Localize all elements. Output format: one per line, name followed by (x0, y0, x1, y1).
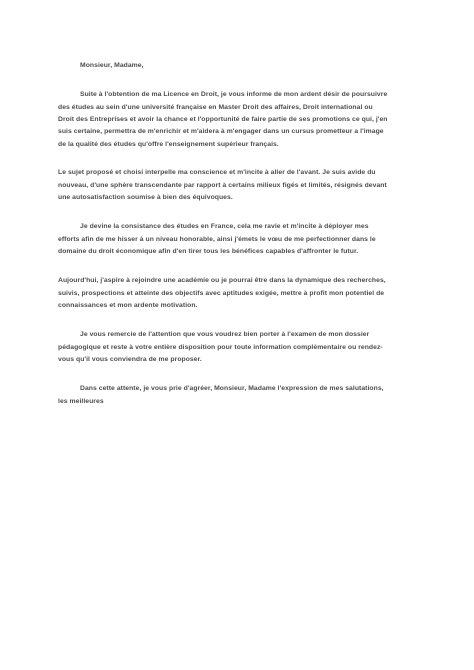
paragraph-4-line-1: Aujourd'hui, j'aspire à rejoindre une académie ou je pourrai être dans la dynamique des recherches, (58, 277, 386, 284)
paragraph-5-line-3: vous qu'il vous conviendra de me proposer. (58, 356, 202, 363)
paragraph-1-line-4: suis certaine, permettra de m'enrichir et m'aidera à m'engager dans un cursus prometteur a l'image (58, 128, 384, 135)
paragraph-3-line-2: efforts afin de me hisser à un niveau honorable, ainsi j'émets le vœu de me perfectionner dans le (58, 236, 376, 243)
paragraph-6-line-1: Dans cette attente, je vous prie d'agréer, Monsieur, Madame l'expression de mes salutations, (80, 385, 384, 392)
paragraph-2-line-3: une autosatisfaction soumise à bien des équivoques. (58, 194, 233, 201)
paragraph-1-line-3: Droit des Entreprises et avoir la chance et l'opportunité de faire partie de ses promotions ce qui, j'en (58, 116, 388, 123)
paragraph-1-line-2: des études au sein d'une université française en Master Droit des affaires, Droit international ou (58, 104, 373, 111)
paragraph-6-line-2: les meilleures (58, 398, 104, 405)
paragraph-3-line-1: Je devine la consistance des études en France, cela me ravie et m'incite à déployer mes (80, 223, 369, 230)
paragraph-5-line-1: Je vous remercie de l'attention que vous voudrez bien porter à l'examen de mon dossier (80, 331, 370, 338)
salutation: Monsieur, Madame, (80, 62, 144, 69)
paragraph-1-line-5: de la qualité des études qu'offre l'enseignement supérieur français. (58, 141, 279, 148)
paragraph-4-line-2: suivis, prospections et atteinte des objectifs avec aptitudes exigée, mettre à profit mon potentiel de (58, 290, 385, 297)
paragraph-5-line-2: pédagogique et reste à votre entière disposition pour toute information complémentaire ou rendez- (58, 344, 383, 351)
paragraph-2-line-2: nouveau, d'une sphère transcendante par rapport à certains milieux figés et limités, résignés devant (58, 182, 387, 189)
paragraph-2-line-1: Le sujet proposé et choisi interpelle ma conscience et m'incite à aller de l'avant. Je suis avide du (58, 169, 376, 176)
paragraph-3-line-3: domaine du droit économique afin d'en tirer tous les bénéfices capables d'affronter le futur. (58, 248, 359, 255)
paragraph-4-line-3: connaissances et mon ardente motivation. (58, 302, 198, 309)
paragraph-1-line-1: Suite à l'obtention de ma Licence en Droit, je vous informe de mon ardent désir de poursuivre (80, 91, 388, 98)
